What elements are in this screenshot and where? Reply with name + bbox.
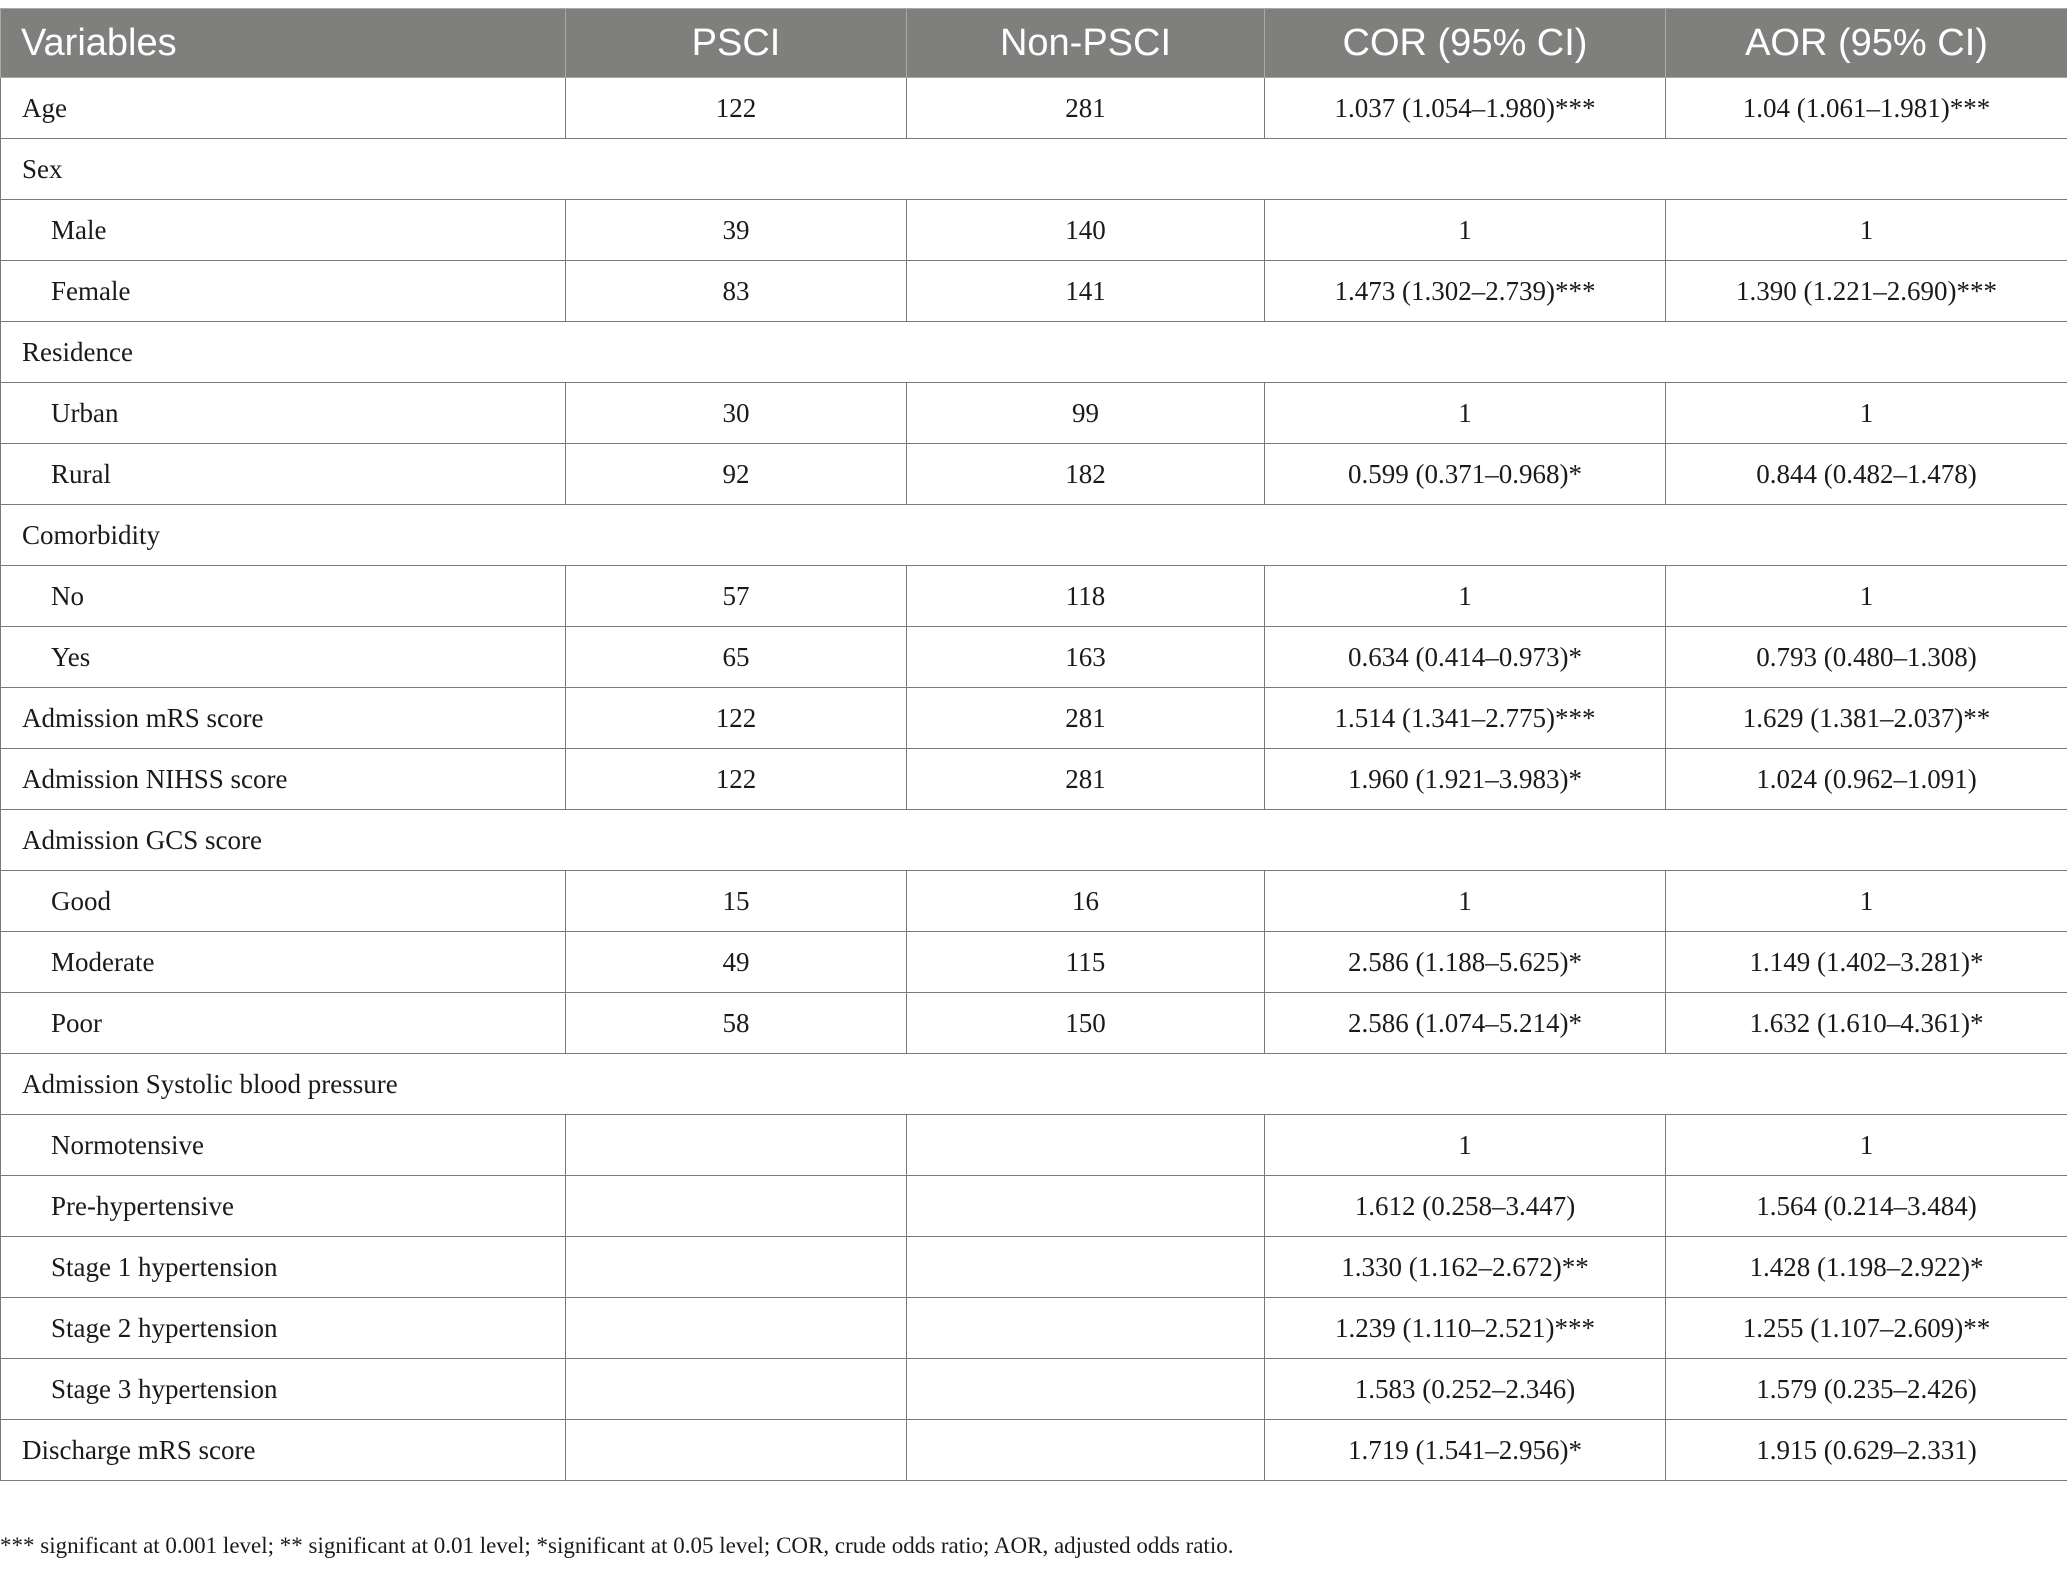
cor-cell: 2.586 (1.074–5.214)* — [1265, 993, 1666, 1054]
cor-cell: 1 — [1265, 383, 1666, 444]
variable-cell: Urban — [1, 383, 566, 444]
section-row — [1, 139, 2067, 200]
table-row — [1, 993, 2067, 1054]
psci-cell — [566, 1237, 907, 1298]
aor-cell: 1.632 (1.610–4.361)* — [1666, 993, 2067, 1054]
psci-cell — [566, 1176, 907, 1237]
aor-cell: 1 — [1666, 200, 2067, 261]
non-psci-cell: 99 — [907, 383, 1265, 444]
psci-cell: 57 — [566, 566, 907, 627]
cor-cell: 1.583 (0.252–2.346) — [1265, 1359, 1666, 1420]
section-spacer — [566, 1054, 2067, 1115]
table-row — [1, 688, 2067, 749]
aor-cell: 1.024 (0.962–1.091) — [1666, 749, 2067, 810]
non-psci-cell — [907, 1420, 1265, 1481]
table-row — [1, 1237, 2067, 1298]
aor-cell: 1.428 (1.198–2.922)* — [1666, 1237, 2067, 1298]
section-spacer — [566, 505, 2067, 566]
cor-cell: 1 — [1265, 200, 1666, 261]
odds-ratio-table — [0, 8, 2067, 1481]
psci-cell: 30 — [566, 383, 907, 444]
non-psci-cell — [907, 1359, 1265, 1420]
aor-cell: 1.915 (0.629–2.331) — [1666, 1420, 2067, 1481]
psci-cell — [566, 1420, 907, 1481]
cor-cell: 1.960 (1.921–3.983)* — [1265, 749, 1666, 810]
variable-cell: Admission NIHSS score — [1, 749, 566, 810]
cor-cell: 1.719 (1.541–2.956)* — [1265, 1420, 1666, 1481]
table-body — [1, 78, 2067, 1481]
cor-cell: 1.037 (1.054–1.980)*** — [1265, 78, 1666, 139]
table-row — [1, 444, 2067, 505]
cor-cell: 1.473 (1.302–2.739)*** — [1265, 261, 1666, 322]
table-row — [1, 1115, 2067, 1176]
non-psci-cell: 140 — [907, 200, 1265, 261]
variable-cell: Good — [1, 871, 566, 932]
header-non-psci: Non-PSCI — [907, 9, 1265, 78]
non-psci-cell — [907, 1176, 1265, 1237]
aor-cell: 1 — [1666, 566, 2067, 627]
variable-cell: Pre-hypertensive — [1, 1176, 566, 1237]
non-psci-cell: 281 — [907, 688, 1265, 749]
psci-cell — [566, 1115, 907, 1176]
aor-cell: 0.793 (0.480–1.308) — [1666, 627, 2067, 688]
aor-cell: 0.844 (0.482–1.478) — [1666, 444, 2067, 505]
section-label: Sex — [1, 139, 566, 200]
variable-cell: Admission mRS score — [1, 688, 566, 749]
non-psci-cell: 281 — [907, 749, 1265, 810]
table-row — [1, 1420, 2067, 1481]
cor-cell: 1.239 (1.110–2.521)*** — [1265, 1298, 1666, 1359]
aor-cell: 1.149 (1.402–3.281)* — [1666, 932, 2067, 993]
aor-cell: 1 — [1666, 383, 2067, 444]
non-psci-cell — [907, 1115, 1265, 1176]
cor-cell: 1.514 (1.341–2.775)*** — [1265, 688, 1666, 749]
non-psci-cell: 281 — [907, 78, 1265, 139]
header-aor: AOR (95% CI) — [1666, 9, 2067, 78]
psci-cell: 122 — [566, 749, 907, 810]
cor-cell: 0.634 (0.414–0.973)* — [1265, 627, 1666, 688]
section-label: Comorbidity — [1, 505, 566, 566]
psci-cell: 49 — [566, 932, 907, 993]
section-label: Residence — [1, 322, 566, 383]
non-psci-cell: 115 — [907, 932, 1265, 993]
table-row — [1, 871, 2067, 932]
variable-cell: Poor — [1, 993, 566, 1054]
cor-cell: 1 — [1265, 1115, 1666, 1176]
psci-cell: 122 — [566, 688, 907, 749]
non-psci-cell: 16 — [907, 871, 1265, 932]
non-psci-cell: 163 — [907, 627, 1265, 688]
non-psci-cell: 182 — [907, 444, 1265, 505]
psci-cell — [566, 1359, 907, 1420]
table-row — [1, 627, 2067, 688]
aor-cell: 1.564 (0.214–3.484) — [1666, 1176, 2067, 1237]
aor-cell: 1 — [1666, 871, 2067, 932]
table-row — [1, 78, 2067, 139]
table-row — [1, 1176, 2067, 1237]
odds-ratio-table-container — [0, 8, 2067, 1481]
variable-cell: Female — [1, 261, 566, 322]
table-row — [1, 200, 2067, 261]
table-footnote: *** significant at 0.001 level; ** significant at 0.01 level; *significant at 0.05 level; COR, crude odds ratio; AOR, adjusted odds ratio. — [0, 1533, 1234, 1558]
cor-cell: 1.330 (1.162–2.672)** — [1265, 1237, 1666, 1298]
psci-cell — [566, 1298, 907, 1359]
non-psci-cell — [907, 1237, 1265, 1298]
variable-cell: Rural — [1, 444, 566, 505]
cor-cell: 1 — [1265, 871, 1666, 932]
variable-cell: Yes — [1, 627, 566, 688]
section-row — [1, 810, 2067, 871]
section-spacer — [566, 322, 2067, 383]
aor-cell: 1.390 (1.221–2.690)*** — [1666, 261, 2067, 322]
cor-cell: 1 — [1265, 566, 1666, 627]
cor-cell: 0.599 (0.371–0.968)* — [1265, 444, 1666, 505]
non-psci-cell: 141 — [907, 261, 1265, 322]
psci-cell: 65 — [566, 627, 907, 688]
section-row — [1, 505, 2067, 566]
variable-cell: Stage 2 hypertension — [1, 1298, 566, 1359]
section-label: Admission Systolic blood pressure — [1, 1054, 566, 1115]
variable-cell: Stage 1 hypertension — [1, 1237, 566, 1298]
psci-cell: 92 — [566, 444, 907, 505]
psci-cell: 58 — [566, 993, 907, 1054]
variable-cell: No — [1, 566, 566, 627]
header-psci: PSCI — [566, 9, 907, 78]
table-row — [1, 566, 2067, 627]
section-row — [1, 322, 2067, 383]
header-cor: COR (95% CI) — [1265, 9, 1666, 78]
variable-cell: Stage 3 hypertension — [1, 1359, 566, 1420]
variable-cell: Age — [1, 78, 566, 139]
section-spacer — [566, 810, 2067, 871]
table-row — [1, 383, 2067, 444]
variable-cell: Male — [1, 200, 566, 261]
aor-cell: 1.255 (1.107–2.609)** — [1666, 1298, 2067, 1359]
variable-cell: Moderate — [1, 932, 566, 993]
header-row — [1, 9, 2067, 78]
non-psci-cell: 118 — [907, 566, 1265, 627]
table-row — [1, 749, 2067, 810]
non-psci-cell: 150 — [907, 993, 1265, 1054]
aor-cell: 1.04 (1.061–1.981)*** — [1666, 78, 2067, 139]
header-variables: Variables — [1, 9, 566, 78]
section-row — [1, 1054, 2067, 1115]
variable-cell: Normotensive — [1, 1115, 566, 1176]
table-row — [1, 1298, 2067, 1359]
aor-cell: 1.579 (0.235–2.426) — [1666, 1359, 2067, 1420]
psci-cell: 122 — [566, 78, 907, 139]
aor-cell: 1.629 (1.381–2.037)** — [1666, 688, 2067, 749]
table-row — [1, 261, 2067, 322]
section-label: Admission GCS score — [1, 810, 566, 871]
aor-cell: 1 — [1666, 1115, 2067, 1176]
psci-cell: 39 — [566, 200, 907, 261]
variable-cell: Discharge mRS score — [1, 1420, 566, 1481]
non-psci-cell — [907, 1298, 1265, 1359]
cor-cell: 1.612 (0.258–3.447) — [1265, 1176, 1666, 1237]
cor-cell: 2.586 (1.188–5.625)* — [1265, 932, 1666, 993]
psci-cell: 83 — [566, 261, 907, 322]
table-row — [1, 932, 2067, 993]
psci-cell: 15 — [566, 871, 907, 932]
table-row — [1, 1359, 2067, 1420]
section-spacer — [566, 139, 2067, 200]
table-header — [1, 9, 2067, 78]
